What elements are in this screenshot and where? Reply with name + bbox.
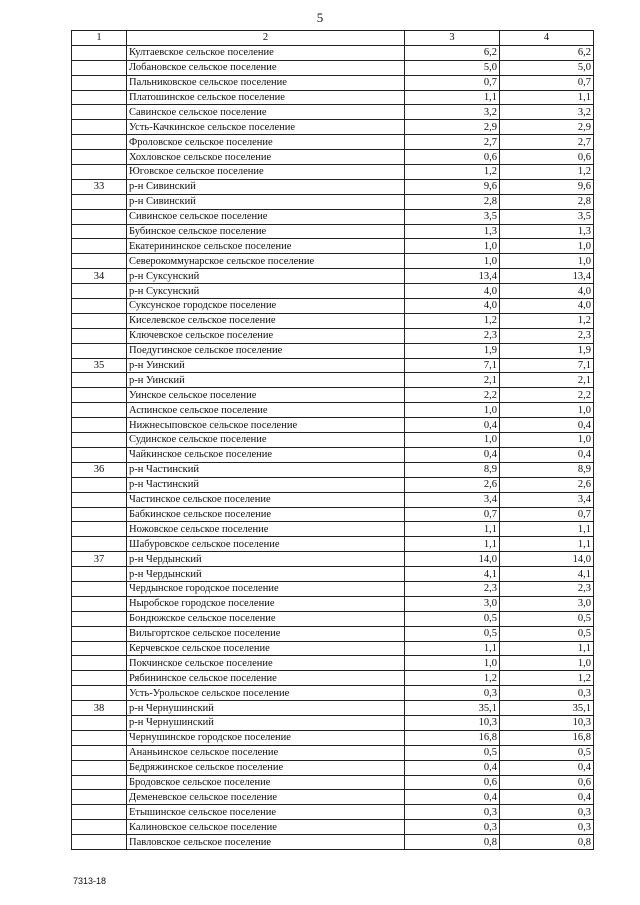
table-row — [72, 269, 594, 284]
table-row — [72, 805, 594, 820]
territory-name-cell: Калиновское сельское поселение — [127, 820, 405, 835]
row-number-cell — [72, 45, 127, 60]
territory-name-cell: Рябининское сельское поселение — [127, 671, 405, 686]
territory-name-cell: Бродовское сельское поселение — [127, 775, 405, 790]
value-col-4-cell: 7,1 — [500, 358, 594, 373]
value-col-4-cell: 4,0 — [500, 299, 594, 314]
row-number-cell — [72, 388, 127, 403]
value-col-4-cell: 2,9 — [500, 120, 594, 135]
table-row — [72, 343, 594, 358]
value-col-3-cell: 0,4 — [405, 447, 500, 462]
territory-name-cell: р-н Сивинский — [127, 194, 405, 209]
row-number-cell — [72, 820, 127, 835]
territory-name-cell: р-н Чернушинский — [127, 715, 405, 730]
value-col-4-cell: 2,1 — [500, 373, 594, 388]
territory-name-cell: Частинское сельское поселение — [127, 492, 405, 507]
territory-name-cell: Ножовское сельское поселение — [127, 522, 405, 537]
territory-name-cell: Суксунское городское поселение — [127, 299, 405, 314]
value-col-4-cell: 1,0 — [500, 254, 594, 269]
table-row — [72, 790, 594, 805]
row-number-cell — [72, 745, 127, 760]
value-col-3-cell: 0,4 — [405, 790, 500, 805]
value-col-3-cell: 5,0 — [405, 60, 500, 75]
table-row — [72, 179, 594, 194]
territory-name-cell: Чайкинское сельское поселение — [127, 447, 405, 462]
table-row — [72, 135, 594, 150]
value-col-3-cell: 2,3 — [405, 581, 500, 596]
value-col-3-cell: 2,9 — [405, 120, 500, 135]
territory-name-cell: р-н Уинский — [127, 373, 405, 388]
value-col-3-cell: 0,3 — [405, 820, 500, 835]
territory-name-cell: Бедряжинское сельское поселение — [127, 760, 405, 775]
row-number-cell — [72, 239, 127, 254]
row-number-cell — [72, 343, 127, 358]
header-col-4: 4 — [500, 31, 594, 46]
row-number-cell: 38 — [72, 701, 127, 716]
territory-name-cell: Савинское сельское поселение — [127, 105, 405, 120]
value-col-3-cell: 1,1 — [405, 641, 500, 656]
value-col-3-cell: 1,1 — [405, 537, 500, 552]
territory-name-cell: Шабуровское сельское поселение — [127, 537, 405, 552]
value-col-4-cell: 8,9 — [500, 462, 594, 477]
value-col-3-cell: 1,0 — [405, 433, 500, 448]
row-number-cell — [72, 507, 127, 522]
value-col-4-cell: 0,4 — [500, 418, 594, 433]
value-col-4-cell: 4,0 — [500, 284, 594, 299]
territory-name-cell: Хохловское сельское поселение — [127, 150, 405, 165]
row-number-cell: 36 — [72, 462, 127, 477]
territory-name-cell: Платошинское сельское поселение — [127, 90, 405, 105]
value-col-3-cell: 1,3 — [405, 224, 500, 239]
territory-name-cell: р-н Уинский — [127, 358, 405, 373]
table-row — [72, 239, 594, 254]
territory-name-cell: Юговское сельское поселение — [127, 165, 405, 180]
value-col-4-cell: 3,4 — [500, 492, 594, 507]
table-row — [72, 656, 594, 671]
value-col-3-cell: 2,7 — [405, 135, 500, 150]
value-col-3-cell: 4,1 — [405, 567, 500, 582]
table-row — [72, 254, 594, 269]
territory-name-cell: р-н Чердынский — [127, 567, 405, 582]
row-number-cell — [72, 120, 127, 135]
value-col-4-cell: 1,1 — [500, 522, 594, 537]
row-number-cell — [72, 656, 127, 671]
page-number: 5 — [316, 10, 324, 25]
table-row — [72, 209, 594, 224]
territory-name-cell: Чернушинское городское поселение — [127, 730, 405, 745]
row-number-cell — [72, 641, 127, 656]
row-number-cell — [72, 403, 127, 418]
table-body — [72, 45, 594, 849]
row-number-cell — [72, 90, 127, 105]
value-col-4-cell: 0,3 — [500, 686, 594, 701]
table-row — [72, 745, 594, 760]
table-row — [72, 492, 594, 507]
table-row — [72, 328, 594, 343]
table-row — [72, 299, 594, 314]
table-row — [72, 462, 594, 477]
value-col-4-cell: 1,0 — [500, 403, 594, 418]
table-row — [72, 626, 594, 641]
table-row — [72, 433, 594, 448]
value-col-3-cell: 4,0 — [405, 299, 500, 314]
row-number-cell — [72, 537, 127, 552]
value-col-4-cell: 2,2 — [500, 388, 594, 403]
table-row — [72, 671, 594, 686]
territory-name-cell: Уинское сельское поселение — [127, 388, 405, 403]
row-number-cell — [72, 135, 127, 150]
territory-name-cell: Покчинское сельское поселение — [127, 656, 405, 671]
territory-name-cell: р-н Сивинский — [127, 179, 405, 194]
value-col-4-cell: 1,1 — [500, 537, 594, 552]
row-number-cell — [72, 60, 127, 75]
value-col-3-cell: 1,2 — [405, 671, 500, 686]
row-number-cell — [72, 715, 127, 730]
table-row — [72, 507, 594, 522]
row-number-cell — [72, 433, 127, 448]
table-row — [72, 403, 594, 418]
territory-name-cell: Аспинское сельское поселение — [127, 403, 405, 418]
value-col-4-cell: 0,8 — [500, 835, 594, 850]
value-col-3-cell: 1,0 — [405, 239, 500, 254]
table-row — [72, 224, 594, 239]
territory-name-cell: Ананьинское сельское поселение — [127, 745, 405, 760]
value-col-4-cell: 13,4 — [500, 269, 594, 284]
row-number-cell: 34 — [72, 269, 127, 284]
table-row — [72, 388, 594, 403]
value-col-3-cell: 2,8 — [405, 194, 500, 209]
table-row — [72, 60, 594, 75]
table-row — [72, 611, 594, 626]
value-col-4-cell: 1,1 — [500, 90, 594, 105]
row-number-cell — [72, 328, 127, 343]
value-col-4-cell: 1,2 — [500, 165, 594, 180]
value-col-4-cell: 3,5 — [500, 209, 594, 224]
value-col-3-cell: 2,3 — [405, 328, 500, 343]
row-number-cell — [72, 760, 127, 775]
value-col-4-cell: 3,2 — [500, 105, 594, 120]
row-number-cell — [72, 105, 127, 120]
table-row — [72, 90, 594, 105]
row-number-cell — [72, 522, 127, 537]
row-number-cell — [72, 805, 127, 820]
territory-name-cell: Ныробское городское поселение — [127, 596, 405, 611]
value-col-3-cell: 0,5 — [405, 745, 500, 760]
value-col-4-cell: 16,8 — [500, 730, 594, 745]
territory-name-cell: Пальниковское сельское поселение — [127, 75, 405, 90]
table-header-row — [72, 31, 594, 46]
value-col-3-cell: 0,6 — [405, 150, 500, 165]
territory-name-cell: Вильгортское сельское поселение — [127, 626, 405, 641]
value-col-4-cell: 0,5 — [500, 611, 594, 626]
row-number-cell — [72, 492, 127, 507]
row-number-cell: 37 — [72, 552, 127, 567]
value-col-4-cell: 1,0 — [500, 433, 594, 448]
row-number-cell — [72, 284, 127, 299]
value-col-3-cell: 1,1 — [405, 90, 500, 105]
value-col-4-cell: 0,4 — [500, 760, 594, 775]
value-col-3-cell: 1,0 — [405, 403, 500, 418]
row-number-cell — [72, 313, 127, 328]
table-row — [72, 596, 594, 611]
footer-code: 7313-18 — [73, 876, 107, 886]
row-number-cell — [72, 730, 127, 745]
territory-name-cell: р-н Чердынский — [127, 552, 405, 567]
table-row — [72, 686, 594, 701]
territory-name-cell: Усть-Урольское сельское поселение — [127, 686, 405, 701]
value-col-3-cell: 0,7 — [405, 75, 500, 90]
territory-name-cell: Нижнесыповское сельское поселение — [127, 418, 405, 433]
row-number-cell — [72, 835, 127, 850]
value-col-4-cell: 0,5 — [500, 745, 594, 760]
value-col-4-cell: 1,0 — [500, 239, 594, 254]
value-col-3-cell: 2,2 — [405, 388, 500, 403]
row-number-cell — [72, 611, 127, 626]
row-number-cell: 35 — [72, 358, 127, 373]
row-number-cell — [72, 209, 127, 224]
value-col-4-cell: 10,3 — [500, 715, 594, 730]
value-col-4-cell: 14,0 — [500, 552, 594, 567]
territory-name-cell: Екатерининское сельское поселение — [127, 239, 405, 254]
value-col-4-cell: 1,2 — [500, 313, 594, 328]
value-col-4-cell: 4,1 — [500, 567, 594, 582]
value-col-3-cell: 0,7 — [405, 507, 500, 522]
territory-name-cell: Северокоммунарское сельское поселение — [127, 254, 405, 269]
value-col-3-cell: 7,1 — [405, 358, 500, 373]
row-number-cell — [72, 790, 127, 805]
territory-name-cell: Деменевское сельское поселение — [127, 790, 405, 805]
territory-name-cell: Киселевское сельское поселение — [127, 313, 405, 328]
header-col-2: 2 — [127, 31, 405, 46]
value-col-3-cell: 3,0 — [405, 596, 500, 611]
table-row — [72, 150, 594, 165]
table-row — [72, 760, 594, 775]
value-col-4-cell: 1,9 — [500, 343, 594, 358]
row-number-cell — [72, 567, 127, 582]
row-number-cell: 33 — [72, 179, 127, 194]
value-col-4-cell: 5,0 — [500, 60, 594, 75]
table-row — [72, 775, 594, 790]
value-col-3-cell: 1,1 — [405, 522, 500, 537]
territory-name-cell: р-н Частинский — [127, 477, 405, 492]
table-row — [72, 581, 594, 596]
row-number-cell — [72, 254, 127, 269]
table-row — [72, 641, 594, 656]
value-col-4-cell: 2,8 — [500, 194, 594, 209]
territory-name-cell: Етышинское сельское поселение — [127, 805, 405, 820]
row-number-cell — [72, 477, 127, 492]
value-col-3-cell: 0,5 — [405, 611, 500, 626]
value-col-3-cell: 0,5 — [405, 626, 500, 641]
row-number-cell — [72, 581, 127, 596]
table-row — [72, 45, 594, 60]
territory-name-cell: Бубинское сельское поселение — [127, 224, 405, 239]
row-number-cell — [72, 299, 127, 314]
value-col-3-cell: 13,4 — [405, 269, 500, 284]
header-col-1: 1 — [72, 31, 127, 46]
value-col-3-cell: 3,5 — [405, 209, 500, 224]
territory-name-cell: р-н Частинский — [127, 462, 405, 477]
value-col-3-cell: 8,9 — [405, 462, 500, 477]
value-col-4-cell: 9,6 — [500, 179, 594, 194]
value-col-4-cell: 2,6 — [500, 477, 594, 492]
table-row — [72, 537, 594, 552]
table-row — [72, 194, 594, 209]
territory-name-cell: Судинское сельское поселение — [127, 433, 405, 448]
territory-name-cell: р-н Чернушинский — [127, 701, 405, 716]
table-row — [72, 75, 594, 90]
territory-name-cell: р-н Суксунский — [127, 269, 405, 284]
territory-name-cell: Култаевское сельское поселение — [127, 45, 405, 60]
table-row — [72, 105, 594, 120]
territory-name-cell: Павловское сельское поселение — [127, 835, 405, 850]
value-col-3-cell: 0,3 — [405, 686, 500, 701]
territory-name-cell: Бабкинское сельское поселение — [127, 507, 405, 522]
value-col-3-cell: 0,4 — [405, 418, 500, 433]
territory-name-cell: Поедугинское сельское поселение — [127, 343, 405, 358]
row-number-cell — [72, 686, 127, 701]
value-col-4-cell: 1,2 — [500, 671, 594, 686]
value-col-3-cell: 3,4 — [405, 492, 500, 507]
row-number-cell — [72, 418, 127, 433]
table-row — [72, 567, 594, 582]
value-col-4-cell: 1,3 — [500, 224, 594, 239]
row-number-cell — [72, 596, 127, 611]
territory-name-cell: р-н Суксунский — [127, 284, 405, 299]
row-number-cell — [72, 224, 127, 239]
value-col-3-cell: 0,4 — [405, 760, 500, 775]
territory-name-cell: Чердынское городское поселение — [127, 581, 405, 596]
table-row — [72, 820, 594, 835]
value-col-3-cell: 10,3 — [405, 715, 500, 730]
table-row — [72, 552, 594, 567]
value-col-4-cell: 1,1 — [500, 641, 594, 656]
table-row — [72, 165, 594, 180]
table-row — [72, 730, 594, 745]
territory-name-cell: Усть-Качкинское сельское поселение — [127, 120, 405, 135]
value-col-4-cell: 0,4 — [500, 790, 594, 805]
value-col-3-cell: 3,2 — [405, 105, 500, 120]
table-row — [72, 715, 594, 730]
value-col-3-cell: 6,2 — [405, 45, 500, 60]
value-col-4-cell: 1,0 — [500, 656, 594, 671]
value-col-3-cell: 0,6 — [405, 775, 500, 790]
value-col-4-cell: 6,2 — [500, 45, 594, 60]
territory-name-cell: Ключевское сельское поселение — [127, 328, 405, 343]
territory-name-cell: Лобановское сельское поселение — [127, 60, 405, 75]
value-col-3-cell: 1,0 — [405, 656, 500, 671]
value-col-4-cell: 0,5 — [500, 626, 594, 641]
table-row — [72, 522, 594, 537]
header-col-3: 3 — [405, 31, 500, 46]
value-col-3-cell: 9,6 — [405, 179, 500, 194]
table-row — [72, 120, 594, 135]
table-row — [72, 447, 594, 462]
table-row — [72, 835, 594, 850]
value-col-4-cell: 0,7 — [500, 507, 594, 522]
value-col-3-cell: 1,2 — [405, 165, 500, 180]
territory-name-cell: Керчевское сельское поселение — [127, 641, 405, 656]
value-col-3-cell: 2,1 — [405, 373, 500, 388]
value-col-3-cell: 0,3 — [405, 805, 500, 820]
row-number-cell — [72, 373, 127, 388]
value-col-4-cell: 0,6 — [500, 150, 594, 165]
row-number-cell — [72, 150, 127, 165]
table-row — [72, 358, 594, 373]
value-col-4-cell: 0,6 — [500, 775, 594, 790]
value-col-3-cell: 1,0 — [405, 254, 500, 269]
row-number-cell — [72, 75, 127, 90]
value-col-4-cell: 0,4 — [500, 447, 594, 462]
value-col-4-cell: 0,7 — [500, 75, 594, 90]
value-col-4-cell: 2,7 — [500, 135, 594, 150]
value-col-3-cell: 0,8 — [405, 835, 500, 850]
value-col-3-cell: 2,6 — [405, 477, 500, 492]
table-row — [72, 477, 594, 492]
table-row — [72, 284, 594, 299]
value-col-3-cell: 1,9 — [405, 343, 500, 358]
value-col-3-cell: 4,0 — [405, 284, 500, 299]
territory-name-cell: Сивинское сельское поселение — [127, 209, 405, 224]
table-row — [72, 313, 594, 328]
row-number-cell — [72, 671, 127, 686]
row-number-cell — [72, 447, 127, 462]
row-number-cell — [72, 626, 127, 641]
table-row — [72, 418, 594, 433]
row-number-cell — [72, 165, 127, 180]
table-row — [72, 373, 594, 388]
row-number-cell — [72, 775, 127, 790]
value-col-3-cell: 16,8 — [405, 730, 500, 745]
value-col-4-cell: 0,3 — [500, 820, 594, 835]
data-table — [71, 30, 594, 850]
value-col-4-cell: 3,0 — [500, 596, 594, 611]
value-col-3-cell: 14,0 — [405, 552, 500, 567]
value-col-3-cell: 35,1 — [405, 701, 500, 716]
value-col-3-cell: 1,2 — [405, 313, 500, 328]
value-col-4-cell: 2,3 — [500, 581, 594, 596]
value-col-4-cell: 35,1 — [500, 701, 594, 716]
territory-name-cell: Бондюжское сельское поселение — [127, 611, 405, 626]
value-col-4-cell: 2,3 — [500, 328, 594, 343]
territory-name-cell: Фроловское сельское поселение — [127, 135, 405, 150]
table-row — [72, 701, 594, 716]
row-number-cell — [72, 194, 127, 209]
value-col-4-cell: 0,3 — [500, 805, 594, 820]
